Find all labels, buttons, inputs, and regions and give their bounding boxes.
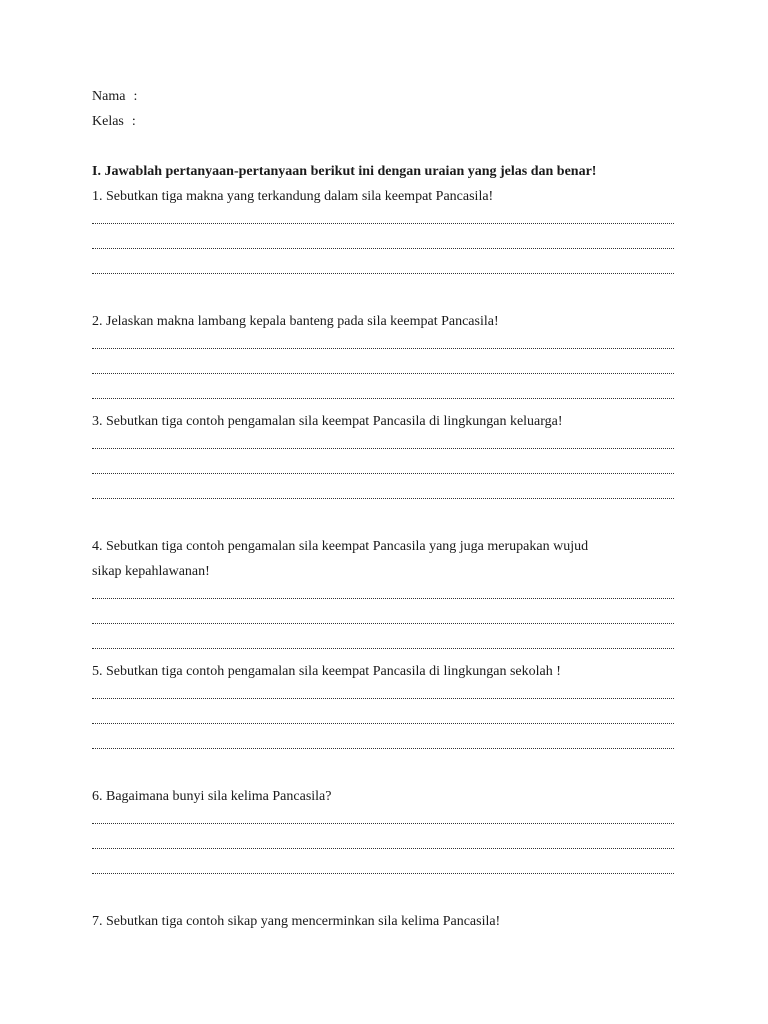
question-7: 7. Sebutkan tiga contoh sikap yang mencerminkan sila kelima Pancasila! [92,914,501,929]
answer-line[interactable] [92,234,674,259]
class-row [92,109,674,134]
question-4-line-1: 4. Sebutkan tiga contoh pengamalan sila keempat Pancasila yang juga merupakan wujud [92,539,589,554]
question-2: 2. Jelaskan makna lambang kepala banteng pada sila keempat Pancasila! [92,314,499,329]
answer-line[interactable] [92,634,674,659]
answer-line[interactable] [92,684,674,709]
answer-line[interactable] [92,609,674,634]
name-colon: : [133,89,138,104]
answer-line[interactable] [92,584,674,609]
worksheet [92,84,674,934]
question-1: 1. Sebutkan tiga makna yang terkandung dalam sila keempat Pancasila! [92,189,494,204]
answer-line[interactable] [92,359,674,384]
name-label: Nama [92,89,126,104]
answer-line[interactable] [92,434,674,459]
answer-line[interactable] [92,859,674,884]
question-3: 3. Sebutkan tiga contoh pengamalan sila keempat Pancasila di lingkungan keluarga! [92,414,563,429]
answer-line[interactable] [92,834,674,859]
question-5: 5. Sebutkan tiga contoh pengamalan sila keempat Pancasila di lingkungan sekolah ! [92,664,561,679]
answer-line[interactable] [92,334,674,359]
answer-line[interactable] [92,734,674,759]
class-colon: : [131,114,136,129]
question-4-line-2: sikap kepahlawanan! [92,564,210,579]
instruction-heading: I. Jawablah pertanyaan-pertanyaan berikut ini dengan uraian yang jelas dan benar! [92,164,597,179]
answer-line[interactable] [92,384,674,409]
answer-line[interactable] [92,209,674,234]
answer-line[interactable] [92,259,674,284]
answer-line[interactable] [92,709,674,734]
answer-line[interactable] [92,809,674,834]
name-row [92,84,674,109]
answer-line[interactable] [92,459,674,484]
class-label: Kelas [92,114,124,129]
answer-line[interactable] [92,484,674,509]
question-6: 6. Bagaimana bunyi sila kelima Pancasila? [92,789,332,804]
